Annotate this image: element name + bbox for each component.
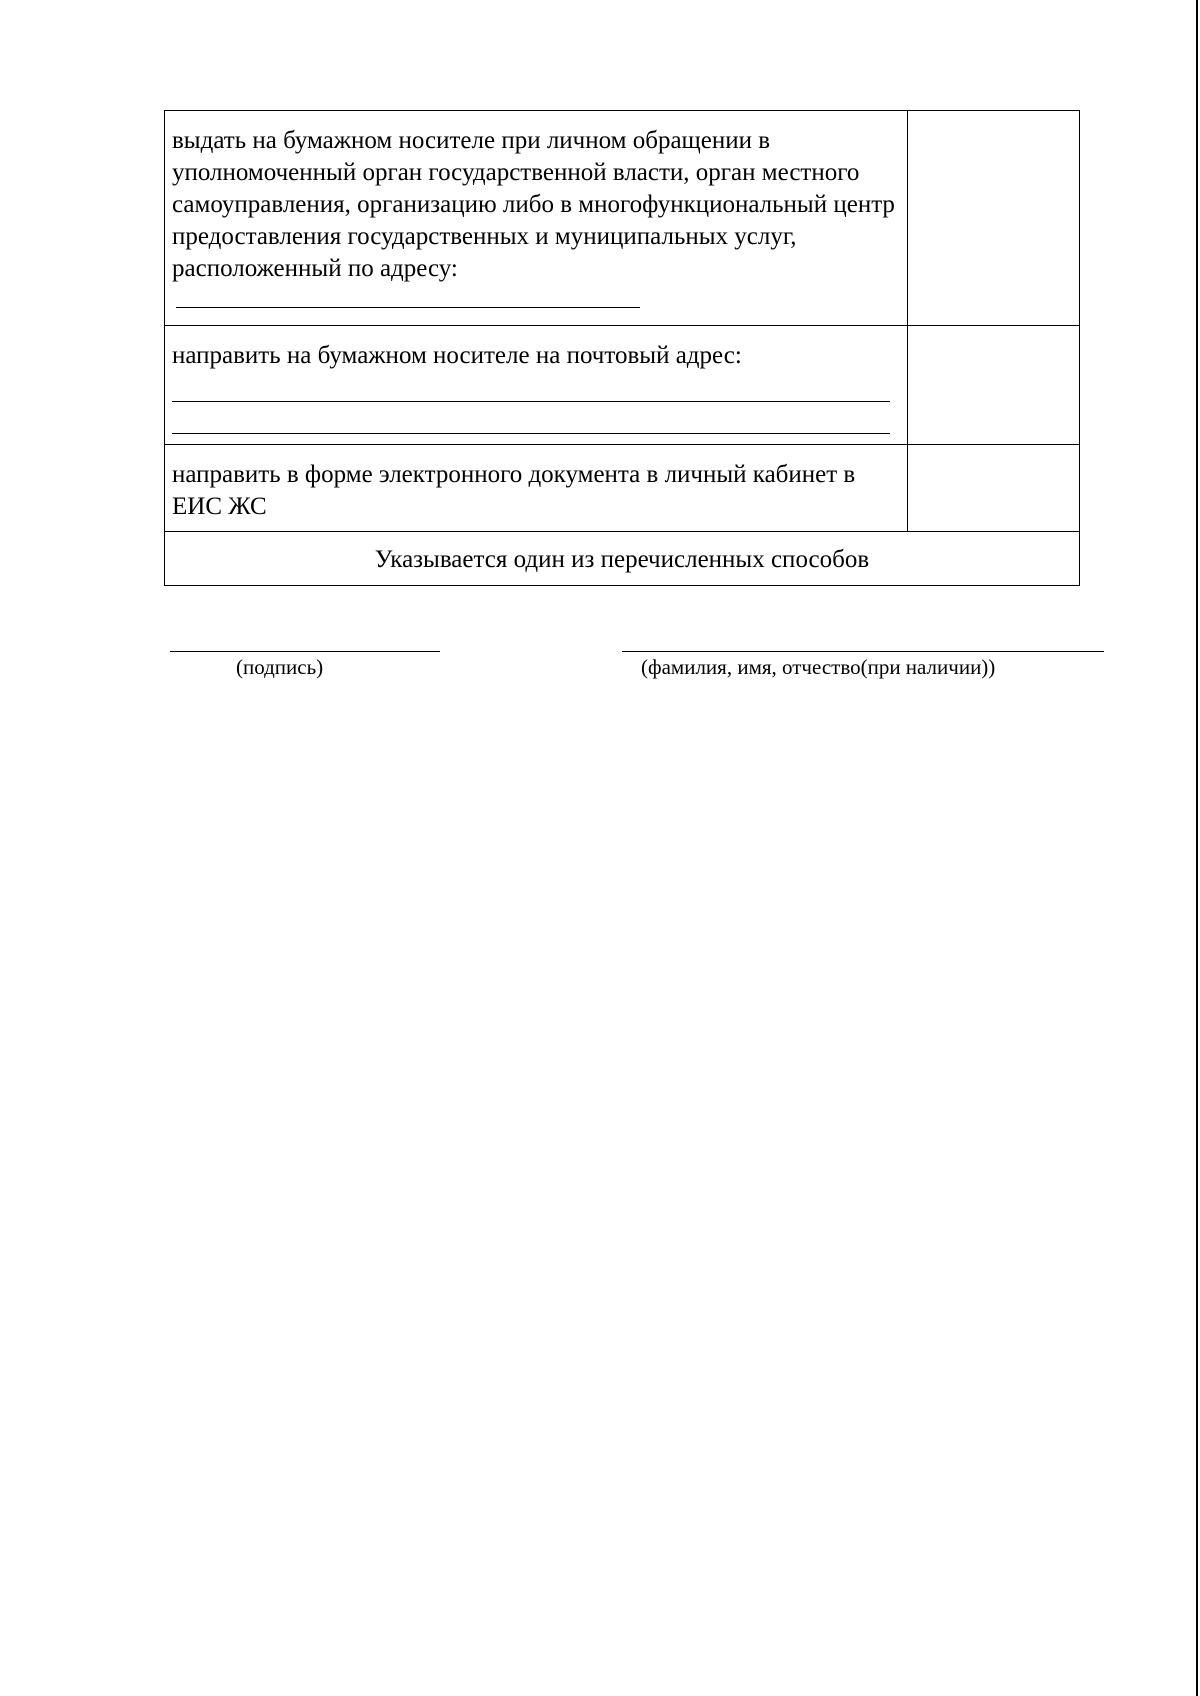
signature-line (170, 650, 440, 652)
full-name-line (622, 650, 1104, 652)
table-row (165, 326, 1080, 445)
option-text-cell (165, 445, 908, 532)
page-border (1196, 0, 1198, 1696)
option-electronic-text: направить в форме электронного документа в личный кабинет в ЕИС ЖС (172, 461, 856, 520)
address-fill-line (176, 285, 640, 308)
option-postal-mark-cell[interactable] (907, 326, 1079, 445)
option-text-cell (165, 326, 908, 445)
option-in-person-mark-cell[interactable] (907, 111, 1079, 326)
table-row (165, 111, 1080, 326)
postal-address-fill-line (172, 400, 890, 402)
options-note: Указывается один из перечисленных способов (165, 532, 1080, 586)
signature-caption: (подпись) (236, 655, 324, 679)
option-in-person-text: выдать на бумажном носителе при личном обращении в уполномоченный орган государственной власти, орган местного самоуправления, организацию либо в многофункциональный центр предоставления государственных и муниципальных услуг, расположенный по адресу: (172, 127, 895, 282)
postal-address-fill-line (172, 432, 890, 434)
option-postal-text: направить на бумажном носителе на почтовый адрес: (172, 342, 742, 369)
delivery-options-table (164, 110, 1080, 586)
table-row (165, 445, 1080, 532)
full-name-caption: (фамилия, имя, отчество(при наличии)) (641, 655, 996, 679)
option-electronic-mark-cell[interactable] (907, 445, 1079, 532)
table-row (165, 532, 1080, 586)
option-text-cell (165, 111, 908, 326)
